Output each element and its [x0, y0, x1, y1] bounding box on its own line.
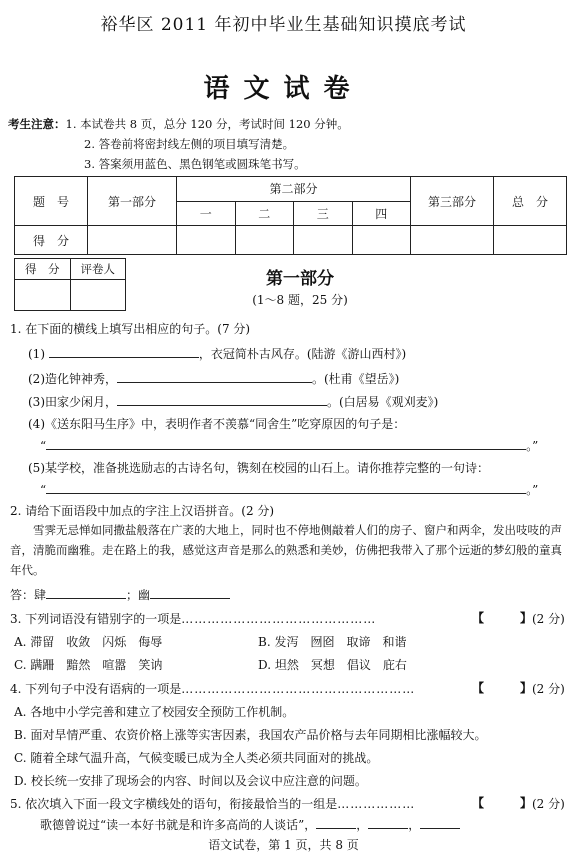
part1-title: 第一部分: [266, 269, 334, 289]
q4-option-b[interactable]: B. 面对旱情严重、农资价格上涨等实害因素，我国农产品价格与去年同期相比涨幅较大。: [14, 728, 487, 742]
q2-answer-blank-1[interactable]: [46, 586, 126, 599]
q1-s2-pre: (2)造化钟神秀，: [28, 372, 117, 386]
q4-bracket-close: 】: [520, 681, 533, 695]
q5-blank-1[interactable]: [316, 816, 356, 829]
notice-label: 考生注意：: [8, 117, 66, 131]
q5-stem-line: [10, 795, 415, 812]
score-table-row-label: 得 分: [15, 226, 88, 255]
score-table: [14, 176, 567, 255]
q1-sentence-4: (4)《送东阳马生序》中，表明作者不羡慕“同舍生”吃穿原因的句子是：: [28, 417, 406, 431]
q4-stem-line: [10, 680, 415, 697]
score-table-header-item: 题 号: [15, 177, 88, 226]
q1-s5-blank[interactable]: [46, 481, 526, 494]
score-cell[interactable]: [411, 226, 494, 255]
score-table-sub-3: 三: [294, 201, 353, 226]
q1-s2-post: 。(杜甫《望岳》): [312, 372, 400, 386]
q3-dots: ………………………………………: [181, 612, 377, 626]
q1-s5-answer-line: [40, 481, 538, 498]
q1-sentence-5: (5)某学校，准备挑选励志的古诗名句，镌刻在校园的山石上。请你推荐完整的一句诗：: [28, 461, 490, 475]
q3-option-c[interactable]: C. 蹒跚 黯然 喧嚣 笑讷: [14, 658, 163, 672]
part1-subtitle: (1～8 题，25 分): [252, 293, 348, 307]
q4-option-a[interactable]: A. 各地中小学完善和建立了校园安全预防工作机制。: [14, 705, 295, 719]
score-table-header-part1: 第一部分: [88, 177, 177, 226]
q3-stem: 3. 下列词语没有错别字的一项是: [10, 612, 182, 626]
exam-title: 裕华区 2011 年初中毕业生基础知识摸底考试: [100, 15, 467, 35]
notice-item: 3. 答案须用蓝色、黑色钢笔或圆珠笔书写。: [84, 157, 306, 171]
notice-item: 2. 答卷前将密封线左侧的项目填写清楚。: [84, 137, 295, 151]
score-table-sub-4: 四: [352, 201, 411, 226]
q4-option-d[interactable]: D. 校长统一安排了现场会的内容、时间以及会议中应注意的问题。: [14, 774, 367, 788]
grader-name-label: 评卷人: [70, 259, 126, 280]
grader-box: [14, 258, 126, 311]
q4-stem: 4. 下列句子中没有语病的一项是: [10, 682, 182, 696]
q1-s1-post: ，衣冠简朴古风存。(陆游《游山西村》): [198, 347, 407, 361]
q4-bracket-open: 【: [472, 681, 485, 695]
q2-answer-label-1: 答：肆: [10, 588, 47, 602]
q2-stem: 2. 请给下面语段中加点的字注上汉语拼音。(2 分): [10, 504, 275, 518]
q5-stem: 5. 依次填入下面一段文字横线处的语句，衔接最恰当的一组是: [10, 797, 338, 811]
q3-bracket-close: 】: [520, 611, 533, 625]
score-table-header-total: 总 分: [494, 177, 567, 226]
q1-sentence-1: [28, 345, 406, 362]
q1-stem: 1. 在下面的横线上填写出相应的句子。(7 分): [10, 322, 251, 336]
q5-text-line: 歌德曾说过“读一本好书就是和许多高尚的人谈话”， ， ，: [40, 816, 460, 833]
q2-answer-label-2: ；幽: [126, 588, 151, 602]
score-table-header-part3: 第三部分: [411, 177, 494, 226]
q5-dots: ………………: [337, 797, 416, 811]
q1-s4-answer-line: [40, 437, 538, 454]
q1-s1-pre: (1): [28, 347, 45, 361]
q4-option-c[interactable]: C. 随着全球气温升高，气候变暖已成为全人类必须共同面对的挑战。: [14, 751, 379, 765]
q1-sentence-3: [28, 393, 438, 410]
q5-bracket-close: 】: [520, 796, 533, 810]
q2-answer-line: [10, 586, 230, 603]
q3-option-a[interactable]: A. 滞留 收敛 闪烁 侮辱: [14, 635, 163, 649]
q1-s5-close-quote: 。”: [526, 483, 539, 497]
score-cell[interactable]: [235, 226, 294, 255]
score-cell[interactable]: [294, 226, 353, 255]
q4-dots: ………………………………………………: [181, 682, 416, 696]
score-table-sub-2: 二: [235, 201, 294, 226]
q3-option-b[interactable]: B. 发泻 囫囵 取谛 和谐: [258, 635, 407, 649]
q1-s3-pre: (3)田家少闲月，: [28, 395, 117, 409]
q1-s2-blank[interactable]: [117, 370, 312, 383]
q5-bracket-open: 【: [472, 796, 485, 810]
q2-passage: 雪霁无忌惮如同撒盐般落在广袤的大地上，同时也不停地侧敲着人们的房子、窗户和两伞，发出吱吱的声音，清脆而幽雅。走在路上的我，感觉这声音是那么的熟悉和美妙，仿佛把我带入了那个远逝的梦幻般的童真年代。: [10, 523, 562, 577]
grader-score-label: 得 分: [15, 259, 71, 280]
score-cell[interactable]: [88, 226, 177, 255]
score-table-header-part2: 第二部分: [177, 177, 411, 202]
q5-blank-3[interactable]: [420, 816, 460, 829]
q1-s4-close-quote: 。”: [526, 439, 539, 453]
q2-answer-blank-2[interactable]: [150, 586, 230, 599]
q5-points: (2 分): [532, 797, 565, 811]
q1-sentence-2: [28, 370, 399, 387]
notice-item: 1. 本试卷共 8 页，总分 120 分，考试时间 120 分钟。: [65, 117, 349, 131]
q3-stem-line: [10, 610, 376, 627]
score-cell[interactable]: [494, 226, 567, 255]
q4-points: (2 分): [532, 682, 565, 696]
q3-bracket-open: 【: [472, 611, 485, 625]
q3-points: (2 分): [532, 612, 565, 626]
q1-s3-blank[interactable]: [117, 393, 327, 406]
paper-title: 语文试卷: [203, 74, 364, 104]
grader-name-cell[interactable]: [70, 280, 126, 311]
q5-text: 歌德曾说过“读一本好书就是和许多高尚的人谈话”，: [40, 818, 317, 832]
q1-s3-post: 。(白居易《观刈麦》): [327, 395, 439, 409]
q3-option-d[interactable]: D. 坦然 冥想 倡议 庇右: [258, 658, 407, 672]
q1-s5-open-quote: “: [40, 483, 47, 497]
candidate-notice: [8, 114, 349, 174]
q1-s4-blank[interactable]: [46, 437, 526, 450]
score-table-sub-1: 一: [177, 201, 236, 226]
page-footer: 语文试卷，第 1 页，共 8 页: [208, 838, 359, 852]
score-cell[interactable]: [177, 226, 236, 255]
q1-s4-open-quote: “: [40, 439, 47, 453]
q1-s1-blank[interactable]: [49, 345, 199, 358]
score-cell[interactable]: [352, 226, 411, 255]
grader-score-cell[interactable]: [15, 280, 71, 311]
q5-blank-2[interactable]: [368, 816, 408, 829]
